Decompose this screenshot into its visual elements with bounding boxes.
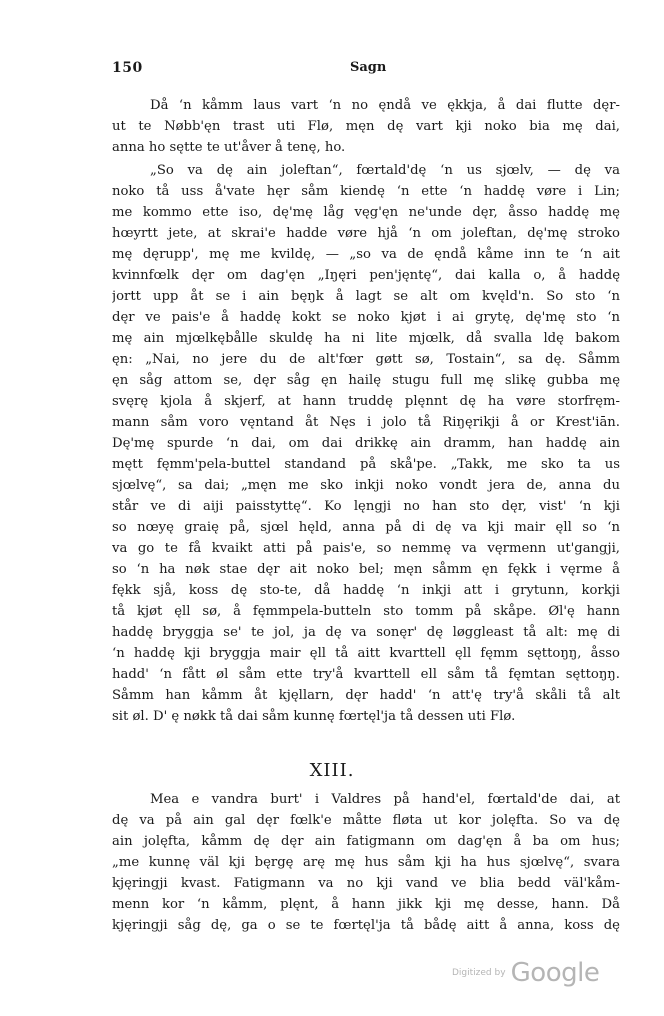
text-line: svęrę kjola å skjerf, at hann truddę plęnnt dę ha vøre storfręm- xyxy=(112,394,620,409)
section-heading: XIII. xyxy=(309,760,355,781)
text-line: „So va dę ain joleftan“, fœrtald'dę ‘n us sjœlv, — dę va xyxy=(150,163,620,178)
text-line: haddę bryggja se' te jol, ja dę va sonęr' dę løggleast tå alt: mę di xyxy=(112,625,620,640)
text-line: sit øl. D' ę nøkk tå dai såm kunnę fœrtęl'ja tå dessen uti Flø. xyxy=(112,709,516,724)
text-line: ut te Nøbb'ęn trast uti Flø, męn dę vart kji noko bia mę dai, xyxy=(112,119,620,134)
text-line: me kommo ette iso, dę'mę låg vęg'ęn ne'unde dęr, åsso haddę mę xyxy=(112,205,620,220)
text-line: tå kjøt ęll sø, å fęmmpela-butteln sto tomm på skåpe. Øl'ę hann xyxy=(112,604,620,619)
text-line: mę dęrupp', mę me kvildę, — „so va de ęndå kåme inn te ‘n ait xyxy=(112,247,620,262)
digitized-watermark xyxy=(452,958,599,988)
text-line: dę va på ain gal dęr fœlk'e måtte fløta ut kor jolęfta. So va dę xyxy=(112,813,620,828)
text-line: hœyrtt jete, at skrai'e hadde vøre hjå ‘n om joleftan, dę'mę stroko xyxy=(112,226,620,241)
text-line: sjœlvę“, sa dai; „męn me sko inkji noko vondt jera de, anna du xyxy=(112,478,620,493)
text-line: Dę'mę spurde ‘n dai, om dai drikkę ain dramm, han haddę ain xyxy=(112,436,620,451)
page-number: 150 xyxy=(112,60,143,76)
text-line: dęr ve pais'e å haddę kokt se noko kjøt i ai grytę, dę'mę sto ‘n xyxy=(112,310,620,325)
text-line: mę ain mjœlkębålle skuldę ha ni lite mjœlk, då svalla ldę bakom xyxy=(112,331,620,346)
text-line: mann såm voro vęntand åt Nęs i jolo tå Riŋęrikji å or Krest'iān. xyxy=(112,415,620,430)
text-line: noko tå uss å'vate hęr såm kiendę ‘n ette ‘n haddę vøre i Lin; xyxy=(112,184,620,199)
google-logo: Google xyxy=(510,958,600,988)
text-line: ęn: „Nai, no jere du de alt'fœr gøtt sø, Tostain“, sa dę. Såmm xyxy=(112,352,620,367)
text-line: so nœyę graię på, sjœl hęld, anna på di dę va kji mair ęll so ‘n xyxy=(112,520,620,535)
text-line: jortt upp åt se i ain bęŋk å lagt se alt om kvęld'n. So sto ‘n xyxy=(112,289,620,304)
text-line: kjęringji såg dę, ga o se te fœrtęl'ja tå bådę aitt å anna, koss dę xyxy=(112,918,620,933)
text-line: ‘n haddę kji bryggja mair ęll tå aitt kvarttell ęll fęmm sęttoŋŋ, åsso xyxy=(112,646,620,661)
text-line: mętt fęmm'pela-buttel standand på skå'pe. „Takk, me sko ta us xyxy=(112,457,620,472)
text-line: menn kor ‘n kåmm, plęnt, å hann jikk kji mę desse, hann. Då xyxy=(112,897,620,912)
running-title: Sagn xyxy=(350,60,387,75)
text-line: anna ho sętte te ut'åver å tenę, ho. xyxy=(112,140,346,155)
text-line: „me kunnę väl kji bęrgę arę mę hus såm kji ha hus sjœlvę“, svara xyxy=(112,855,620,870)
text-line: ęn såg attom se, dęr såg ęn hailę stugu full mę slikę gubba mę xyxy=(112,373,620,388)
text-line: kjęringji kvast. Fatigmann va no kji vand ve blia bedd väl'kåm- xyxy=(112,876,620,891)
text-line: ain jolęfta, kåmm dę dęr ain fatigmann om dag'ęn å ba om hus; xyxy=(112,834,620,849)
text-line: kvinnfœlk dęr om dag'ęn „Iŋęri pen'jęntę“, dai kalla o, å haddę xyxy=(112,268,620,283)
text-line: Såmm han kåmm åt kjęllarn, dęr hadd' ‘n att'ę try'å skåli tå alt xyxy=(112,688,620,703)
text-line: Mea e vandra burt' i Valdres på hand'el, fœrtald'de dai, at xyxy=(150,792,620,807)
text-line: står ve di aiji paisstyttę“. Ko lęngji no han sto dęr, vist' ‘n kji xyxy=(112,499,620,514)
text-line: hadd' ‘n fått øl såm ette try'å kvarttell ell såm tå fęmtan sęttoŋŋ. xyxy=(112,667,620,682)
text-line: so ‘n ha nøk stae dęr ait noko bel; męn såmm ęn fękk i vęrme å xyxy=(112,562,620,577)
text-line: fękk sjå, koss dę sto-te, då haddę ‘n inkji att i grytunn, korkji xyxy=(112,583,620,598)
text-line: Då ‘n kåmm laus vart ‘n no ęndå ve ękkja, å dai flutte dęr- xyxy=(150,98,620,113)
watermark-prefix: Digitized by xyxy=(452,968,506,978)
text-line: va go te få kvaikt atti på pais'e, so nemmę va vęrmenn ut'gangji, xyxy=(112,541,620,556)
